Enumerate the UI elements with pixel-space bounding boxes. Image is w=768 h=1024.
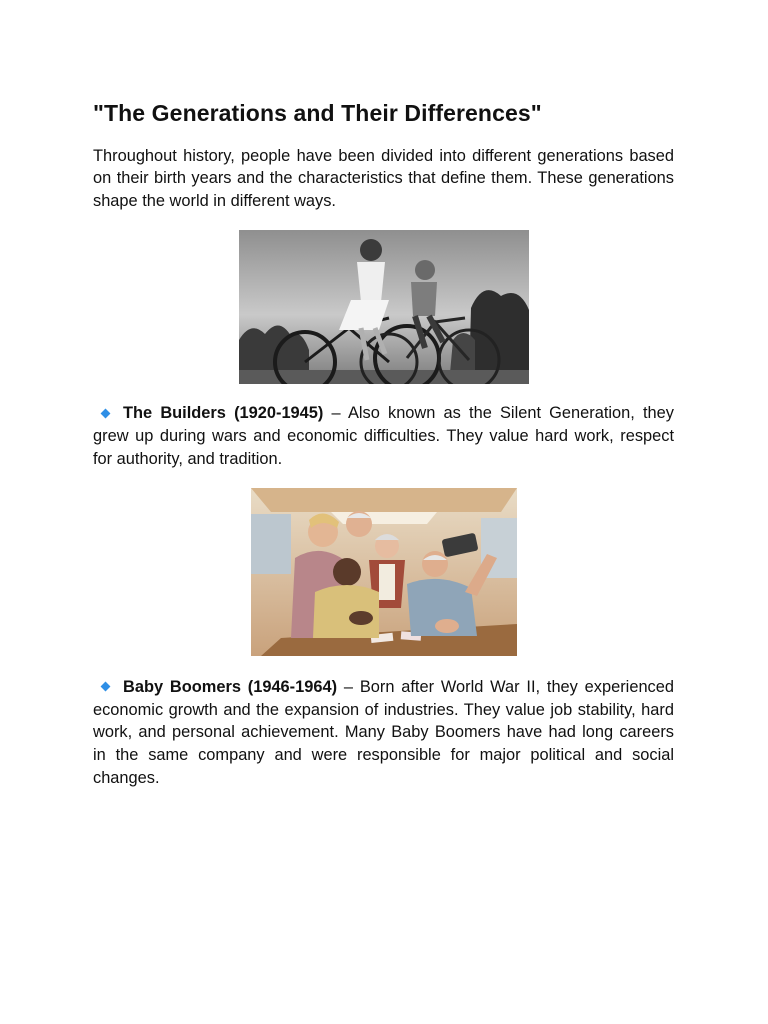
section-heading: Baby Boomers (1946-1964)	[123, 678, 338, 697]
section-separator: –	[337, 678, 360, 697]
document-page	[93, 100, 674, 789]
photo-seniors-selfie	[251, 488, 517, 656]
diamond-bullet-icon	[101, 408, 111, 418]
section-separator: –	[323, 404, 348, 423]
section-builders	[93, 402, 674, 470]
section-baby-boomers	[93, 676, 674, 789]
section-body: Born after World War II, they experienced economic growth and the expansion of industries. They value job stability, hard work, and personal achievement. Many Baby Boomers have had long careers in the same company and were responsible for major political and social changes.	[93, 678, 674, 787]
photo-couple-on-bicycles	[239, 230, 529, 384]
document-title: "The Generations and Their Differences"	[93, 100, 542, 126]
diamond-bullet-icon	[101, 682, 111, 692]
section-body: Also known as the Silent Generation, they grew up during wars and economic difficulties. They value hard work, respect for authority, and tradition.	[93, 404, 674, 468]
intro-paragraph: Throughout history, people have been divided into different generations based on their birth years and the characteristics that define them. These generations shape the world in different ways.	[93, 146, 674, 210]
section-heading: The Builders (1920-1945)	[123, 404, 324, 423]
